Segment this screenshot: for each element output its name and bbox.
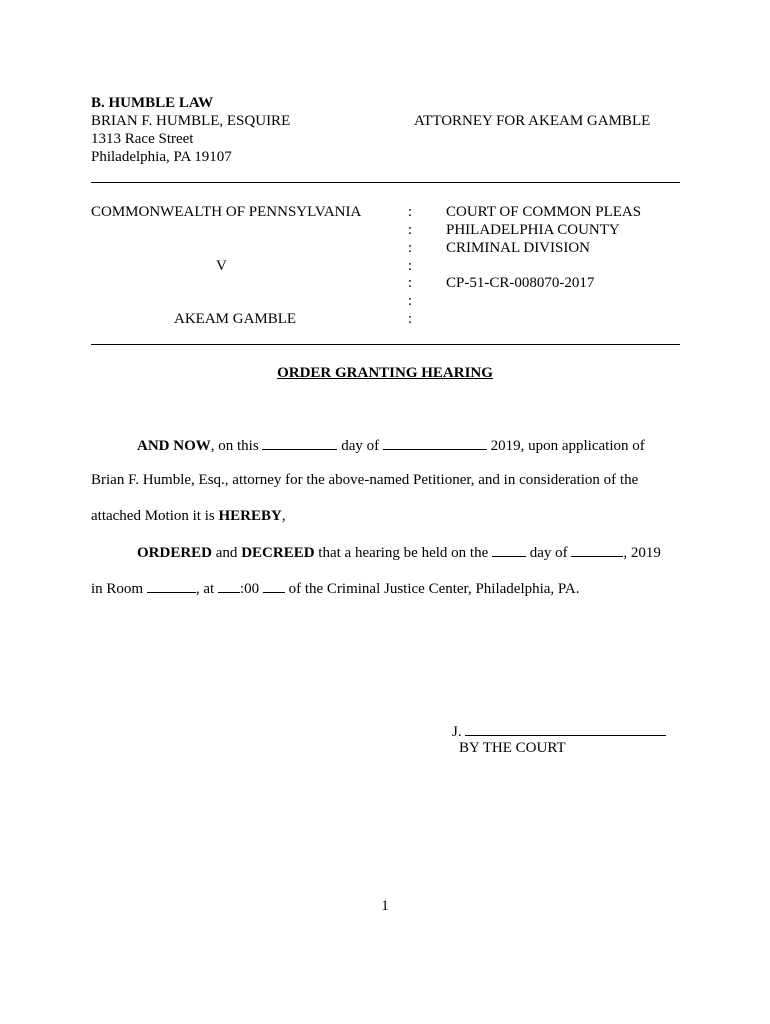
- judge-signature-line: [452, 721, 666, 741]
- caption-colon: :: [407, 240, 413, 256]
- decreed-text: DECREED: [241, 545, 315, 561]
- caption-colon: :: [407, 293, 413, 309]
- caption-colon: :: [407, 311, 413, 327]
- body-line: Brian F. Humble, Esq., attorney for the above-named Petitioner, and in consideration of the: [91, 472, 639, 488]
- attorney-name: BRIAN F. HUMBLE, ESQUIRE: [91, 113, 291, 129]
- caption-court: COURT OF COMMON PLEAS: [446, 204, 642, 220]
- body-text: ,: [281, 508, 286, 524]
- body-text: and: [212, 545, 242, 561]
- caption-versus: V: [216, 258, 227, 274]
- attorney-for: ATTORNEY FOR AKEAM GAMBLE: [414, 113, 651, 129]
- room-blank[interactable]: [147, 579, 196, 593]
- hour-blank[interactable]: [218, 579, 240, 593]
- body-text: that a hearing be held on the: [314, 545, 492, 561]
- by-the-court: BY THE COURT: [459, 740, 566, 756]
- header-rule: [91, 182, 680, 183]
- and-now-lead: AND NOW: [137, 438, 211, 454]
- caption-docket-number: CP-51-CR-008070-2017: [446, 275, 595, 291]
- body-line: [91, 579, 579, 598]
- hearing-month-blank[interactable]: [571, 543, 623, 557]
- body-text: 2019, upon application of: [486, 438, 645, 454]
- caption-colon: :: [407, 222, 413, 238]
- caption-rule: [91, 344, 680, 345]
- caption-division: CRIMINAL DIVISION: [446, 240, 591, 256]
- body-text: in Room: [91, 581, 147, 597]
- hereby-text: HEREBY: [218, 508, 282, 524]
- body-text: attached Motion it is: [91, 508, 219, 524]
- ampm-blank[interactable]: [263, 579, 285, 593]
- firm-name: B. HUMBLE LAW: [91, 95, 214, 111]
- judge-prefix: J.: [452, 724, 466, 740]
- caption-colon: :: [407, 275, 413, 291]
- body-text: of the Criminal Justice Center, Philadelphia, PA.: [284, 581, 580, 597]
- body-text: day of: [337, 438, 383, 454]
- body-text: day of: [525, 545, 572, 561]
- body-line: [91, 507, 286, 525]
- body-text: :00: [239, 581, 263, 597]
- order-title: ORDER GRANTING HEARING: [277, 365, 493, 381]
- signature-blank[interactable]: [465, 721, 666, 736]
- firm-street: 1313 Race Street: [91, 131, 194, 147]
- body-line: [137, 543, 661, 562]
- day-blank[interactable]: [262, 436, 337, 450]
- caption-defendant: AKEAM GAMBLE: [174, 311, 297, 327]
- hearing-day-blank[interactable]: [492, 543, 526, 557]
- body-text: , 2019: [623, 545, 661, 561]
- page-number: 1: [381, 898, 389, 914]
- caption-colon: :: [407, 258, 413, 274]
- body-line: [137, 436, 645, 455]
- firm-city: Philadelphia, PA 19107: [91, 149, 232, 165]
- month-blank[interactable]: [383, 436, 487, 450]
- caption-county: PHILADELPHIA COUNTY: [446, 222, 620, 238]
- body-text: , on this: [210, 438, 263, 454]
- body-text: , at: [195, 581, 218, 597]
- caption-plaintiff: COMMONWEALTH OF PENNSYLVANIA: [91, 204, 362, 220]
- ordered-text: ORDERED: [137, 545, 213, 561]
- caption-colon: :: [407, 204, 413, 220]
